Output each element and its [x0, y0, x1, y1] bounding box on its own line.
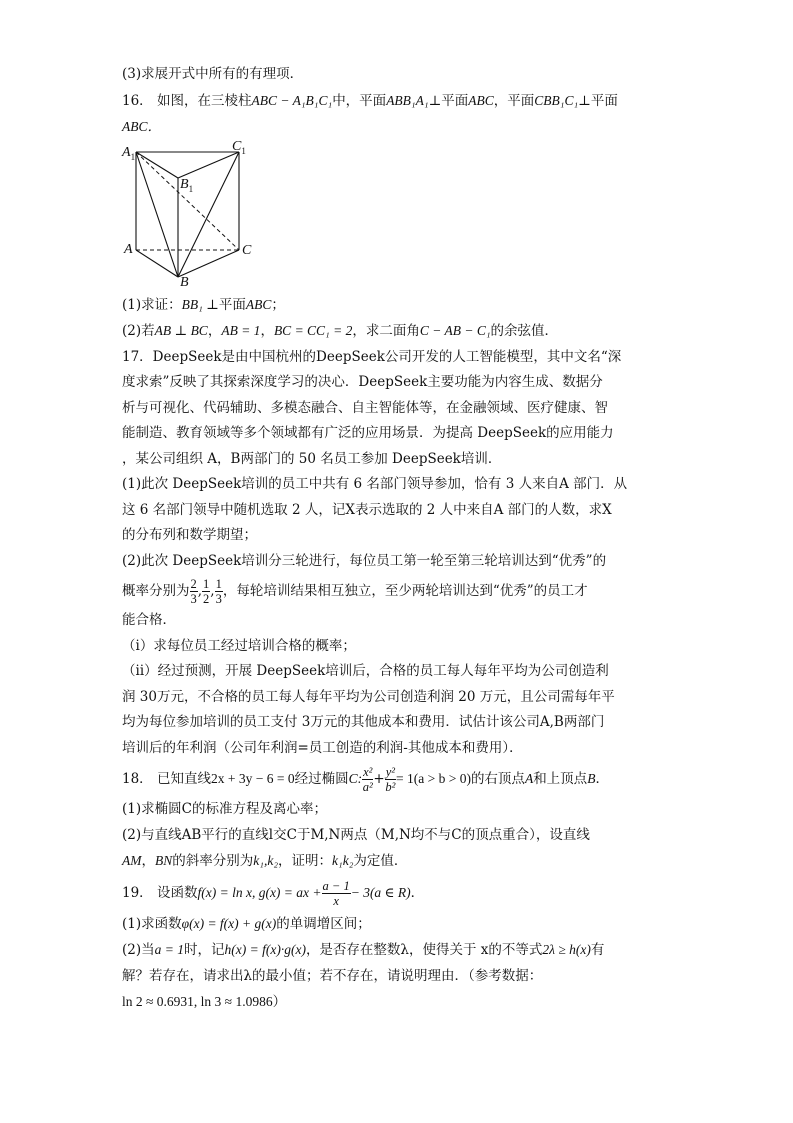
math: AB = 1	[221, 323, 261, 338]
math: 2λ ≥ h(x)	[542, 942, 591, 957]
prism-diagram	[122, 138, 272, 292]
document-page	[122, 62, 682, 1015]
q17-sub-i: （ⅰ）求每位员工经过培训合格的概率；	[122, 637, 356, 654]
text: ．	[595, 771, 609, 787]
q17-line4: 能制造、教育领域等多个领域都有广泛的应用场景．为提高 DeepSeek的应用能力	[122, 425, 614, 441]
math: BN	[155, 853, 173, 868]
text: (2)当	[122, 942, 155, 958]
q16-text: ⊥平面	[578, 92, 618, 109]
math: k₁,k₂	[253, 853, 279, 868]
text: 时，记	[184, 942, 225, 958]
text: 的单调增区间；	[276, 915, 371, 932]
q16-text: ，平面	[493, 92, 535, 109]
edge-a1b1	[136, 152, 178, 178]
q16-prism: ABC − A₁B₁C₁	[251, 92, 333, 108]
math: AB ⊥ BC	[154, 323, 208, 338]
math: φ(x) = f(x) + g(x)	[181, 915, 277, 931]
q17-line3: 析与可视化、代码辅助、多模态融合、自主智能体等，在金融领域、医疗健康、智	[122, 399, 608, 416]
text: (1)求证：	[122, 296, 182, 313]
text: ，	[141, 853, 155, 869]
label-c: C	[242, 242, 252, 258]
q18-part2-line1: (2)与直线AB平行的直线l交C于M,N两点（M,N均不与C的顶点重合），设直线	[122, 826, 590, 843]
q17-sub-ii-line4: 培训后的年利润（公司年利润=员工创造的利润-其他成本和费用）．	[122, 739, 523, 756]
diag-c1b	[178, 152, 239, 277]
math: AM	[122, 853, 142, 868]
text: ，证明：	[278, 853, 333, 869]
math: = 1(a > b > 0)	[395, 771, 471, 786]
fraction-1-3: $\frac{1}{3}$	[215, 577, 222, 606]
q17-part1-line3: 的分布列和数学期望；	[122, 527, 257, 543]
q15-part3: (3)求展开式中所有的有理项．	[122, 66, 304, 82]
q16-plane-abc: ABC	[468, 92, 494, 108]
q18-part2-line2	[122, 848, 682, 875]
text: ；	[271, 296, 285, 313]
edge-b1c1	[178, 152, 239, 178]
q17-sub-ii-line3: 均为每位参加培训的员工支付 3万元的其他成本和费用．试估计该公司A,B两部门	[122, 714, 605, 730]
text: 18． 已知直线	[122, 771, 211, 787]
q16-text: ⊥平面	[428, 92, 469, 109]
text: 的右顶点	[470, 771, 525, 787]
q19-part2-line3: ln 2 ≈ 0.6931, ln 3 ≈ 1.0986）	[122, 994, 287, 1009]
fraction-y2-b2: $\frac{\text{y²}}{\text{b²}}$	[385, 765, 396, 794]
q17-sub-ii-line2: 润 30万元，不合格的员工每人每年平均为公司创造利润 20 万元，且公司需每年平	[122, 688, 615, 705]
text: 经过椭圆	[294, 771, 349, 787]
text: ．	[410, 884, 425, 901]
text: 为定值．	[353, 853, 408, 869]
q17-line5: ，某公司组织 A，B两部门的 50 名员工参加 DeepSeek培训．	[122, 450, 502, 467]
math: ABC	[245, 296, 272, 312]
label-b: B	[180, 274, 189, 290]
q16-plane1: ABB₁A₁	[386, 92, 429, 108]
math: B	[587, 771, 596, 786]
text: 的斜率分别为	[172, 853, 254, 869]
text: ，求二面角	[352, 323, 420, 339]
text: 的余弦值．	[490, 323, 559, 339]
math: a = 1	[154, 942, 184, 957]
q17-part2-line3: 能合格．	[122, 612, 176, 628]
prism-figure	[122, 138, 272, 292]
q16-text: 16． 如图，在三棱柱	[122, 92, 252, 109]
text: 19． 设函数	[122, 884, 198, 901]
math: BB₁ ⊥	[181, 296, 219, 312]
edge-bc	[178, 250, 239, 277]
q16-text: 中，平面	[332, 92, 387, 109]
fraction-x2-a2: $\frac{\text{x²}}{\text{a²}}$	[362, 765, 373, 794]
text: 和上顶点	[533, 771, 588, 787]
q17-part2-line1: (2)此次 DeepSeek培训分三轮进行，每位员工第一轮至第三轮培训达到“优秀”的	[122, 552, 607, 569]
text: 概率分别为	[122, 583, 190, 599]
label-b1: $B_1$	[180, 176, 194, 194]
hidden-diag-a1c	[136, 152, 239, 250]
text: ，	[207, 323, 222, 339]
math: A	[524, 771, 534, 786]
math: − 3(a ∈ R)	[350, 884, 411, 900]
q18-stem: 18． 已知直线2x + 3y − 6 = 0经过椭圆C: $\frac{\text{x²}}{\text{a²}}$ + $\frac{\text{y²}}{\text{b²}}$ = 1(a > b > 0)的右顶点A和上顶点B．	[122, 765, 609, 794]
fraction-2-3: $\frac{2}{3}$	[190, 577, 197, 606]
text: ，	[260, 323, 274, 339]
label-a1: $A_1$	[122, 144, 136, 162]
text: 有	[590, 942, 605, 958]
q16-stem	[122, 88, 682, 115]
q17-part1-line1: (1)此次 DeepSeek培训的员工中共有 6 名部门领导参加，恰有 3 人来自A 部门．从	[122, 476, 628, 492]
diag-a1b	[136, 152, 178, 277]
fraction-a-1-x: $\frac{a - 1}{x}$	[322, 878, 350, 908]
label-a: A	[124, 241, 133, 257]
fraction-1-2: $\frac{1}{2}$	[203, 577, 210, 606]
label-c1: $C_1$	[232, 138, 246, 156]
q16-part2	[122, 318, 682, 345]
math: C:	[348, 771, 363, 786]
q19-part1	[122, 911, 682, 938]
q16-part1	[122, 292, 682, 319]
q16-stem-line2: ABC．	[122, 119, 161, 134]
q18-part1: (1)求椭圆C的标准方程及离心率；	[122, 801, 327, 817]
edge-ab	[136, 250, 178, 277]
text: (2)若	[122, 323, 155, 339]
text: ，每轮培训结果相互独立，至少两轮培训达到“优秀”的员工才	[222, 583, 588, 599]
q19-stem	[122, 875, 682, 911]
text: 平面	[218, 296, 246, 313]
text: ，是否存在整数λ，使得关于 x的不等式	[305, 942, 543, 958]
text: (1)求函数	[122, 915, 182, 932]
q17-sub-ii-line1: （ⅱ）经过预测，开展 DeepSeek培训后，合格的员工每人每年平均为公司创造利	[122, 663, 609, 679]
math: k₁k₂	[332, 853, 354, 868]
q17-part2-line2: 概率分别为 $\frac{2}{3}$ , $\frac{1}{2}$ , $\frac{1}{3}$ ，每轮培训结果相互独立，至少两轮培训达到“优秀”的员工才	[122, 577, 588, 606]
q16-plane2: CBB₁C₁	[534, 92, 579, 108]
math: BC = CC₁ = 2	[273, 323, 353, 338]
math: f(x) = ln x, g(x) = ax +	[197, 884, 322, 900]
q17-line1: 17．DeepSeek是由中国杭州的DeepSeek公司开发的人工智能模型，其中文名“深	[122, 348, 622, 365]
q19-part2-line1	[122, 937, 682, 964]
q19-part2-line2: 解？若存在，请求出λ的最小值；若不存在，请说明理由．（参考数据：	[122, 967, 543, 984]
q17-line2: 度求索”反映了其探索深度学习的决心．DeepSeek主要功能为内容生成、数据分	[122, 374, 603, 390]
q17-part1-line2: 这 6 名部门领导中随机选取 2 人，记X表示选取的 2 人中来自A 部门的人数，求X	[122, 501, 612, 518]
math: 2x + 3y − 6 = 0	[210, 771, 295, 786]
math: h(x) = f(x)·g(x)	[224, 942, 306, 957]
math: C − AB − C₁	[419, 323, 491, 338]
